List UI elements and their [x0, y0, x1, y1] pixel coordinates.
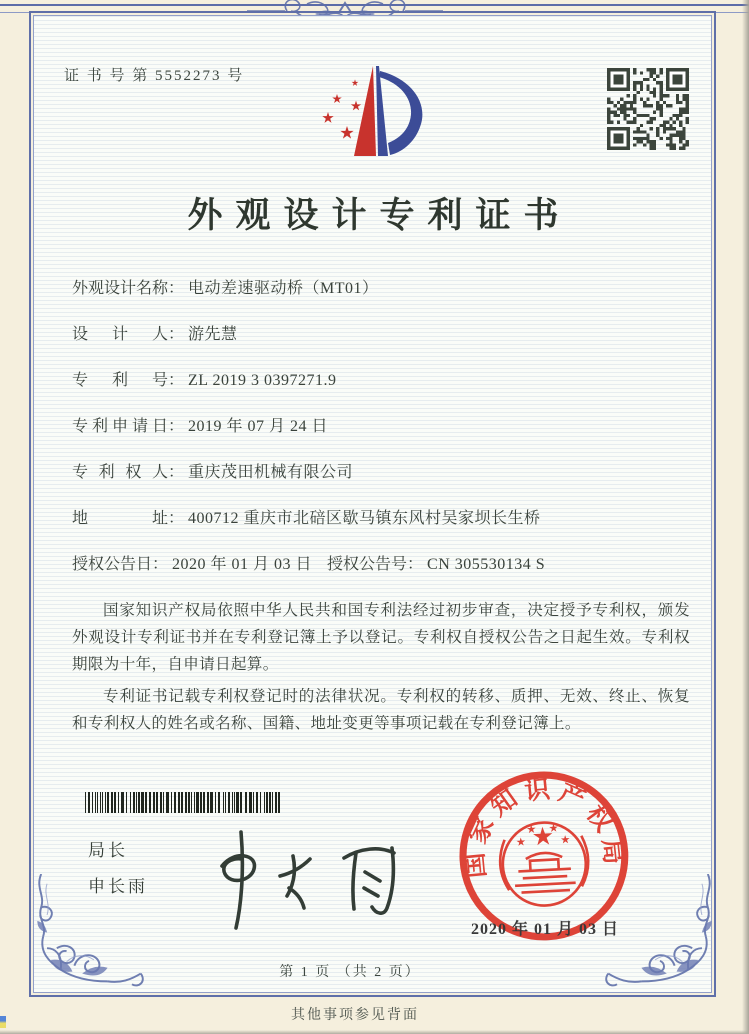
signer-title: 局长 — [88, 841, 128, 860]
page-number: 第 1 页 （共 2 页） — [279, 965, 421, 980]
scan-edge-bottom — [0, 1030, 749, 1034]
legal-text — [72, 597, 690, 742]
certificate-number: 证 书 号 第 5552273 号 — [64, 68, 245, 84]
field-label: 专利申请日 — [72, 418, 168, 435]
legal-paragraph-1: 国家知识产权局依照中华人民共和国专利法经过初步审查，决定授予专利权，颁发外观设计专利证书并在专利登记簿上予以登记。专利权自授权公告之日起生效。专利权期限为十年，自申请日起算。 — [72, 602, 690, 673]
grant-date-value: 2020 年 01 月 03 日 — [172, 556, 313, 573]
colon: ： — [152, 556, 169, 573]
field-grant-row — [72, 556, 692, 572]
colon: ： — [168, 326, 185, 343]
cnipa-logo-icon — [316, 58, 436, 162]
colon: ： — [168, 510, 185, 527]
certificate-title: 外观设计专利证书 — [187, 196, 572, 235]
legal-paragraph-2: 专利证书记载专利权登记时的法律状况。专利权的转移、质押、无效、终止、恢复和专利权人的姓名或名称、国籍、地址变更等事项记载在专利登记簿上。 — [72, 688, 690, 732]
field-label: 地址 — [72, 510, 168, 527]
grant-number-label: 授权公告号 — [327, 556, 408, 573]
grant-number-pair — [327, 556, 545, 573]
signer-name: 申长雨 — [88, 877, 148, 896]
scan-edge-right — [742, 0, 749, 1034]
field-label: 专利号 — [72, 372, 168, 389]
colon: ： — [168, 372, 185, 389]
back-side-note: 其他事项参见背面 — [291, 1008, 419, 1023]
field-design-name — [72, 280, 692, 296]
field-patentee — [72, 464, 692, 480]
field-designer — [72, 326, 692, 342]
colon: ： — [168, 280, 185, 297]
seal-date: 2020 年 01 月 03 日 — [471, 921, 620, 938]
colon: ： — [407, 556, 424, 573]
field-value: ZL 2019 3 0397271.9 — [188, 372, 337, 389]
field-value: 游先慧 — [188, 326, 238, 343]
grant-number-value: CN 305530134 S — [427, 556, 546, 573]
grant-date-label: 授权公告日 — [72, 556, 153, 573]
scan-speck — [0, 1016, 6, 1028]
field-value: 2019 年 07 月 24 日 — [188, 418, 329, 435]
field-address — [72, 510, 692, 526]
field-patent-number — [72, 372, 692, 388]
field-list — [72, 280, 692, 602]
colon: ： — [168, 418, 185, 435]
field-value: 电动差速驱动桥（MT01） — [188, 280, 379, 297]
colon: ： — [168, 464, 185, 481]
svg-text:国家知识产权局 — [457, 772, 628, 880]
field-filing-date — [72, 418, 692, 434]
seal-org-text: 国家知识产权局 — [460, 775, 628, 880]
handwritten-signature-icon — [196, 826, 416, 936]
field-value: 400712 重庆市北碚区歇马镇东风村吴家坝长生桥 — [188, 510, 541, 527]
field-label: 外观设计名称 — [72, 280, 169, 297]
qr-code-icon — [607, 68, 689, 150]
field-label: 专利权人 — [72, 464, 168, 481]
field-label: 设计人 — [72, 326, 168, 343]
barcode-icon — [85, 792, 285, 813]
field-value: 重庆茂田机械有限公司 — [188, 464, 354, 481]
